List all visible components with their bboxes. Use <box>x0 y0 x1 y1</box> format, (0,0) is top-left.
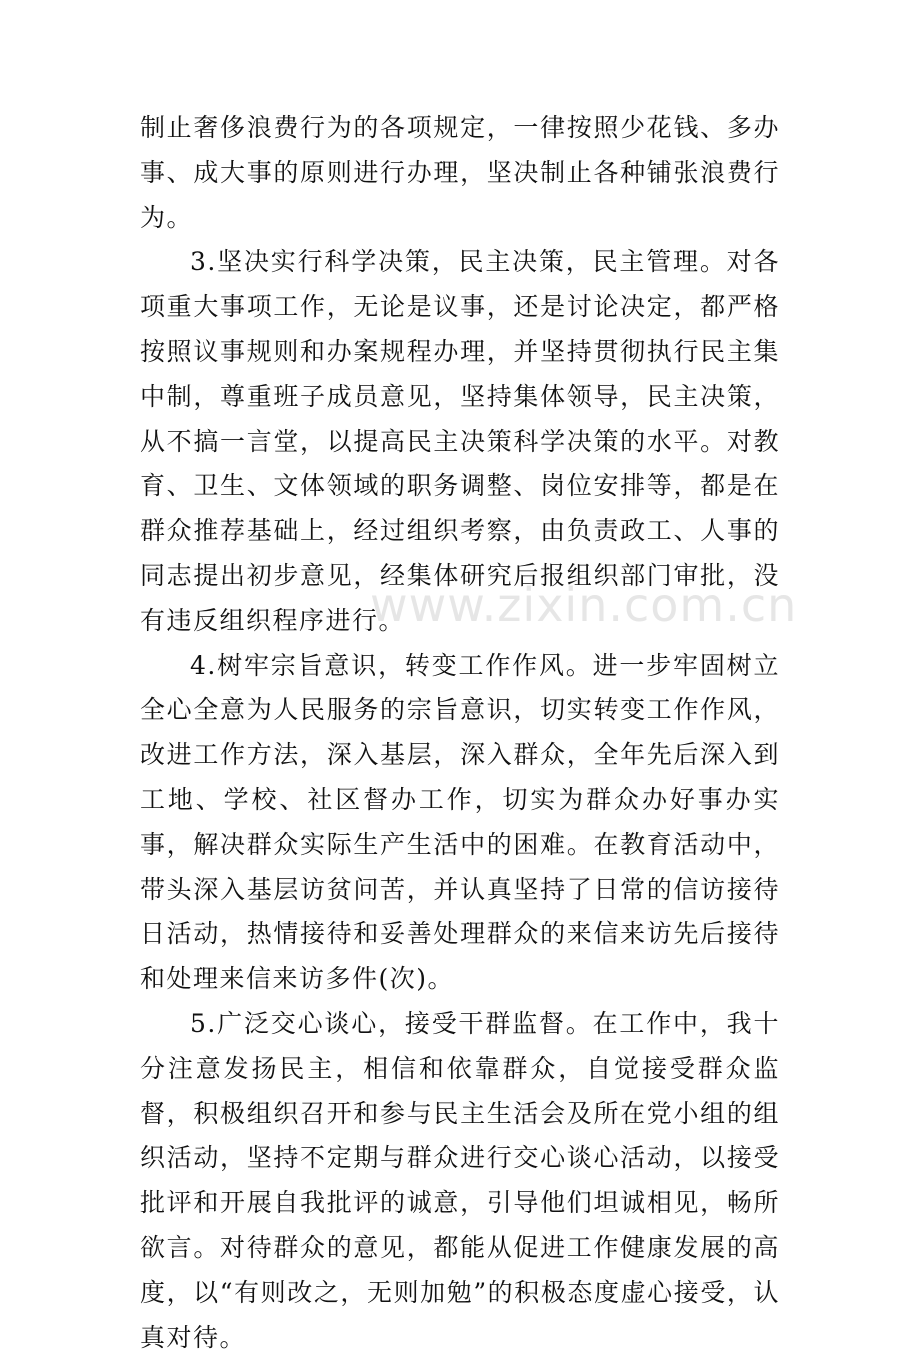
paragraph-item-5: 5.广泛交心谈心，接受干群监督。在工作中，我十分注意发扬民主，相信和依靠群众，自觉接受群众监督，积极组织召开和参与民主生活会及所在党小组的组织活动，坚持不定期与群众进行交心谈心活动，以接受批评和开展自我批评的诚意，引导他们坦诚相见，畅所欲言。对待群众的意见，都能从促进工作健康发展的高度，以“有则改之，无则加勉”的积极态度虚心接受，认真对待。 <box>140 1008 780 1352</box>
paragraph-continuation: 制止奢侈浪费行为的各项规定，一律按照少花钱、多办事、成大事的原则进行办理，坚决制止各种铺张浪费行为。 <box>140 113 780 232</box>
paragraph-item-3: 3.坚决实行科学决策，民主决策，民主管理。对各项重大事项工作，无论是议事，还是讨论决定，都严格按照议事规则和办案规程办理，并坚持贯彻执行民主集中制，尊重班子成员意见，坚持集体领导，民主决策，从不搞一言堂，以提高民主决策科学决策的水平。对教育、卫生、文体领域的职务调整、岗位安排等，都是在群众推荐基础上，经过组织考察，由负责政工、人事的同志提出初步意见，经集体研究后报组织部门审批，没有违反组织程序进行。 <box>140 247 780 635</box>
document-body <box>140 106 780 1360</box>
paragraph-item-4: 4.树牢宗旨意识，转变工作作风。进一步牢固树立全心全意为人民服务的宗旨意识，切实转变工作作风，改进工作方法，深入基层，深入群众，全年先后深入到工地、学校、社区督办工作，切实为群众办好事办实事，解决群众实际生产生活中的困难。在教育活动中，带头深入基层访贫问苦，并认真坚持了日常的信访接待日活动，热情接待和妥善处理群众的来信来访先后接待和处理来信来访多件(次)。 <box>140 650 780 994</box>
watermark: www.zixin.com.cn <box>370 578 798 632</box>
